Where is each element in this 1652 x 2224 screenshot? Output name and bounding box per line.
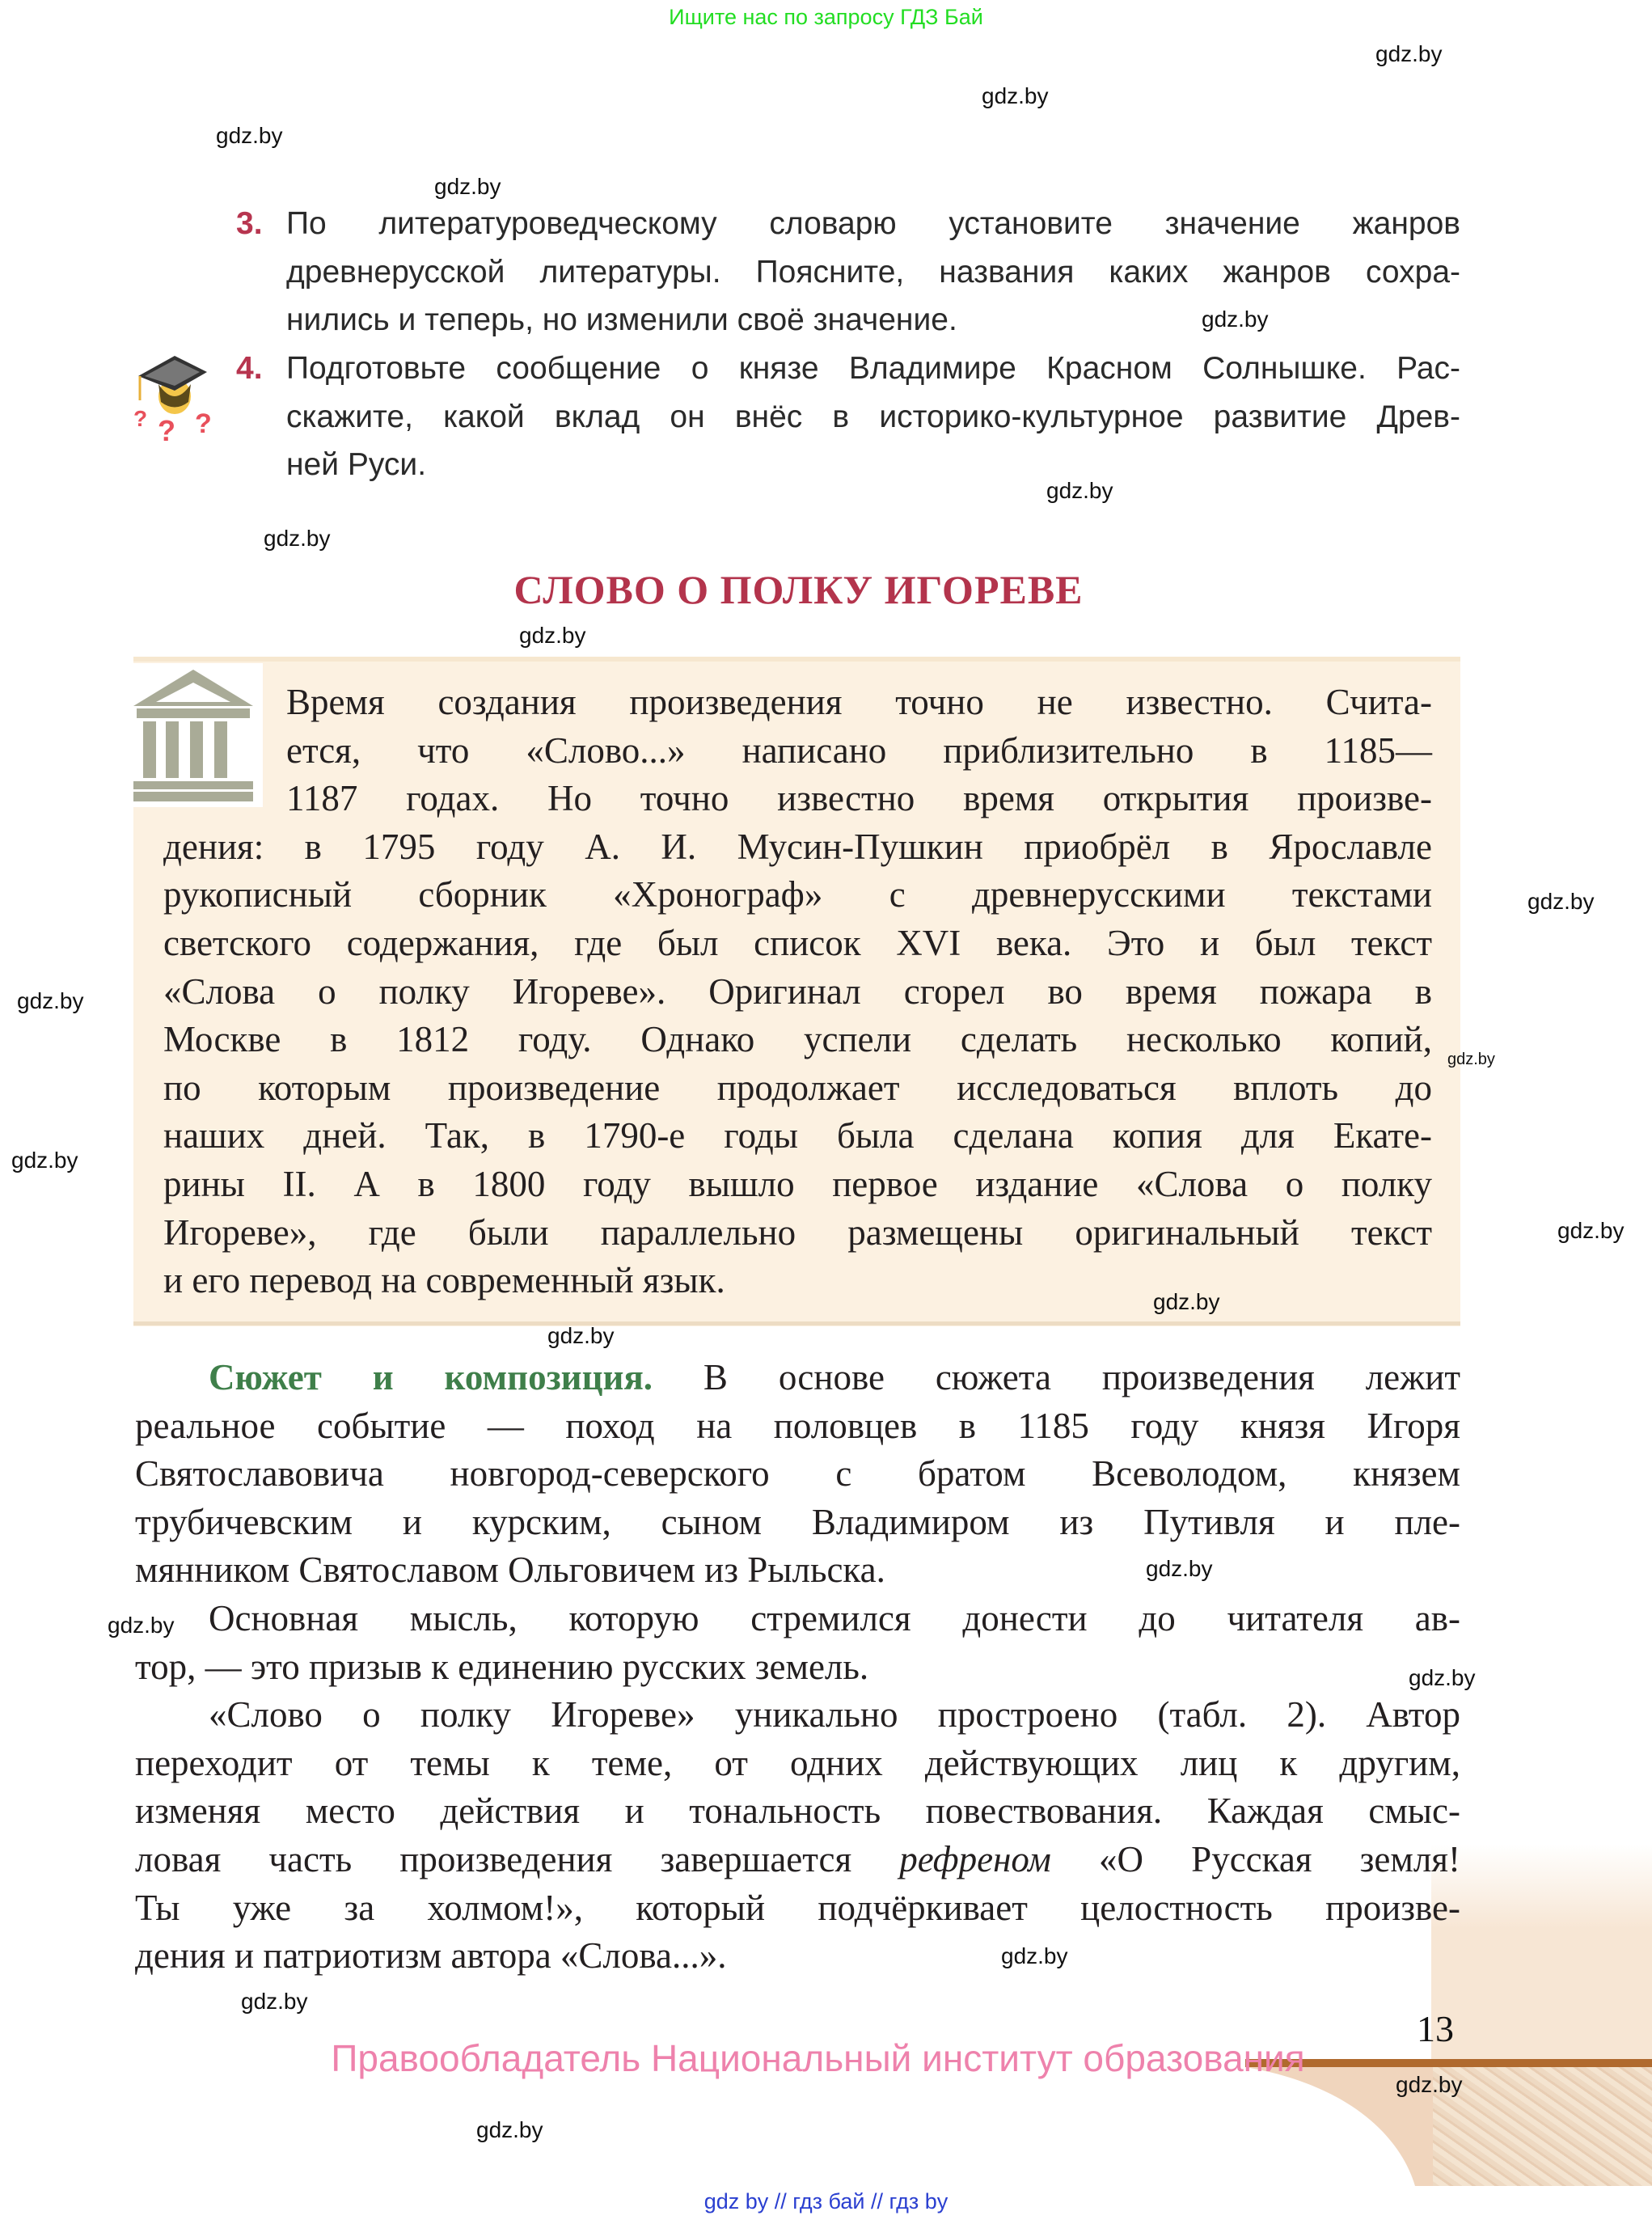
body-line-text: трубичевским и курским, сыном Владимиром из Путивля и пле- [135, 1501, 1460, 1542]
watermark-text: gdz.by [216, 123, 283, 148]
search-hint: Ищите нас по запросу ГДЗ Бай [669, 5, 983, 29]
task-text-line: скажите, какой вклад он внёс в историко-культурное развитие Древ- [286, 399, 1460, 434]
task-text-line: ней Руси. [286, 447, 427, 483]
task-text-line: Подготовьте сообщение о князе Владимире Красном Солнышке. Рас- [286, 351, 1460, 386]
info-box-line: по которым произведение продолжает исследоваться вплоть до [163, 1067, 1432, 1108]
body-line-text: мянником Святославом Ольговичем из Рыльска. [135, 1550, 885, 1591]
watermark-text: gdz.by [241, 1989, 308, 2014]
info-box-line: Москве в 1812 году. Однако успели сделать несколько копий, [163, 1019, 1432, 1060]
watermark-text: gdz.by [434, 174, 501, 199]
watermark-text: gdz.by [1153, 1289, 1220, 1314]
body-line [135, 1643, 868, 1691]
info-box-line: 1187 годах. Но точно известно время открытия произве- [286, 778, 1432, 819]
bottom-links[interactable]: gdz by // гдз бай // гдз by [703, 2189, 949, 2213]
body-line-text: Основная мысль, которую стремился донести до читателя ав- [209, 1598, 1460, 1638]
watermark-text: gdz.by [519, 623, 586, 648]
info-box-line: «Слова о полку Игореве». Оригинал сгорел во время пожара в [163, 970, 1432, 1012]
page-edge-texture [1431, 2067, 1652, 2186]
body-line [135, 1402, 1460, 1450]
watermark-text: gdz.by [1396, 2072, 1463, 2097]
body-line [135, 1449, 1460, 1498]
page-number: 13 [1417, 2008, 1454, 2049]
body-line-text: ловая часть произведения завершается [135, 1839, 900, 1879]
subsection-heading: Сюжет и композиция. [209, 1357, 653, 1397]
watermark-text: gdz.by [1046, 478, 1113, 503]
body-line [135, 1786, 1460, 1835]
info-box-line: и его перевод на современный язык. [163, 1260, 725, 1301]
info-box-line: ется, что «Слово...» написано приблизительно в 1185— [286, 729, 1432, 771]
body-line [135, 1739, 1460, 1787]
copyright-notice: Правообладатель Национальный институт образования [331, 2037, 1305, 2079]
svg-text:?: ? [195, 408, 212, 439]
watermark-text: gdz.by [476, 2117, 543, 2142]
body-line-text: «О Русская земля! [1050, 1839, 1460, 1879]
body-line [135, 1545, 885, 1594]
body-line-text: «Слово о полку Игореве» уникально простроено (табл. 2). Автор [209, 1694, 1460, 1736]
info-box-line: наших дней. Так, в 1790-е годы была сделана копия для Екате- [163, 1115, 1432, 1156]
info-box-line: рукописный сборник «Хронограф» с древнерусскими текстами [163, 874, 1432, 915]
body-line-text: тор, — это призыв к единению русских земель. [135, 1646, 869, 1687]
body-line [209, 1594, 1460, 1643]
watermark-text: gdz.by [1146, 1556, 1213, 1581]
svg-text:?: ? [133, 406, 148, 431]
body-line [135, 1498, 1460, 1546]
body-line [135, 1835, 1460, 1884]
task-number: 3. [236, 206, 263, 241]
body-line-text: переходит от темы к теме, от одних действующих лиц к другим, [135, 1742, 1460, 1783]
info-box-line: рины II. А в 1800 году вышло первое издание «Слова о полку [163, 1164, 1432, 1204]
body-line [135, 1884, 1460, 1932]
graduation-cap-questions-icon [130, 352, 227, 453]
body-line [135, 1931, 727, 1980]
info-box-line: дения: в 1795 году А. И. Мусин-Пушкин приобрёл в Ярославле [163, 826, 1432, 867]
watermark-text: gdz.by [1527, 889, 1595, 914]
watermark-text: gdz.by [1557, 1218, 1625, 1243]
watermark-text: gdz.by [1001, 1943, 1068, 1968]
watermark-text: gdz.by [264, 526, 331, 551]
watermark-text: gdz.by [11, 1148, 78, 1173]
info-box-line: светского содержания, где был список XVI века. Это и был текст [163, 923, 1432, 963]
task-number: 4. [236, 351, 263, 386]
watermark-text: gdz.by [1202, 307, 1269, 332]
watermark-text: gdz.by [1447, 1051, 1495, 1068]
emphasis-term: рефреном [899, 1839, 1051, 1879]
body-line-text: реальное событие — поход на половцев в 1185 году князя Игоря [135, 1405, 1460, 1446]
body-line [209, 1690, 1460, 1739]
watermark-text: gdz.by [547, 1323, 615, 1348]
watermark-text: gdz.by [17, 988, 84, 1013]
info-box-line: Игореве», где были параллельно размещены оригинальный текст [163, 1211, 1432, 1253]
watermark-text: gdz.by [108, 1613, 175, 1638]
info-box-divider [133, 1321, 1460, 1326]
task-text-line: По литературоведческому словарю установите значение жанров [286, 206, 1460, 241]
task-text-line: древнерусской литературы. Поясните, названия каких жанров сохра- [286, 254, 1460, 290]
body-line-text: В основе сюжета произведения лежит [653, 1357, 1460, 1397]
body-line-text: Ты уже за холмом!», который подчёркивает целостность произве- [135, 1887, 1460, 1928]
info-box-line: Время создания произведения точно не известно. Счита- [286, 682, 1432, 722]
task-text-line: нились и теперь, но изменили своё значение. [286, 302, 957, 338]
watermark-text: gdz.by [1409, 1665, 1476, 1690]
watermark-text: gdz.by [982, 83, 1049, 108]
body-line-text: дения и патриотизм автора «Слова...». [135, 1935, 727, 1977]
watermark-text: gdz.by [1375, 41, 1443, 66]
body-line [209, 1353, 1460, 1402]
svg-text:?: ? [158, 414, 175, 447]
body-line-text: Святославовича новгород-северского с братом Всеволодом, князем [135, 1453, 1460, 1495]
temple-icon [133, 670, 253, 801]
body-line-text: изменяя место действия и тональность повествования. Каждая смыс- [135, 1791, 1460, 1832]
section-title: СЛОВО О ПОЛКУ ИГОРЕВЕ [513, 567, 1084, 612]
